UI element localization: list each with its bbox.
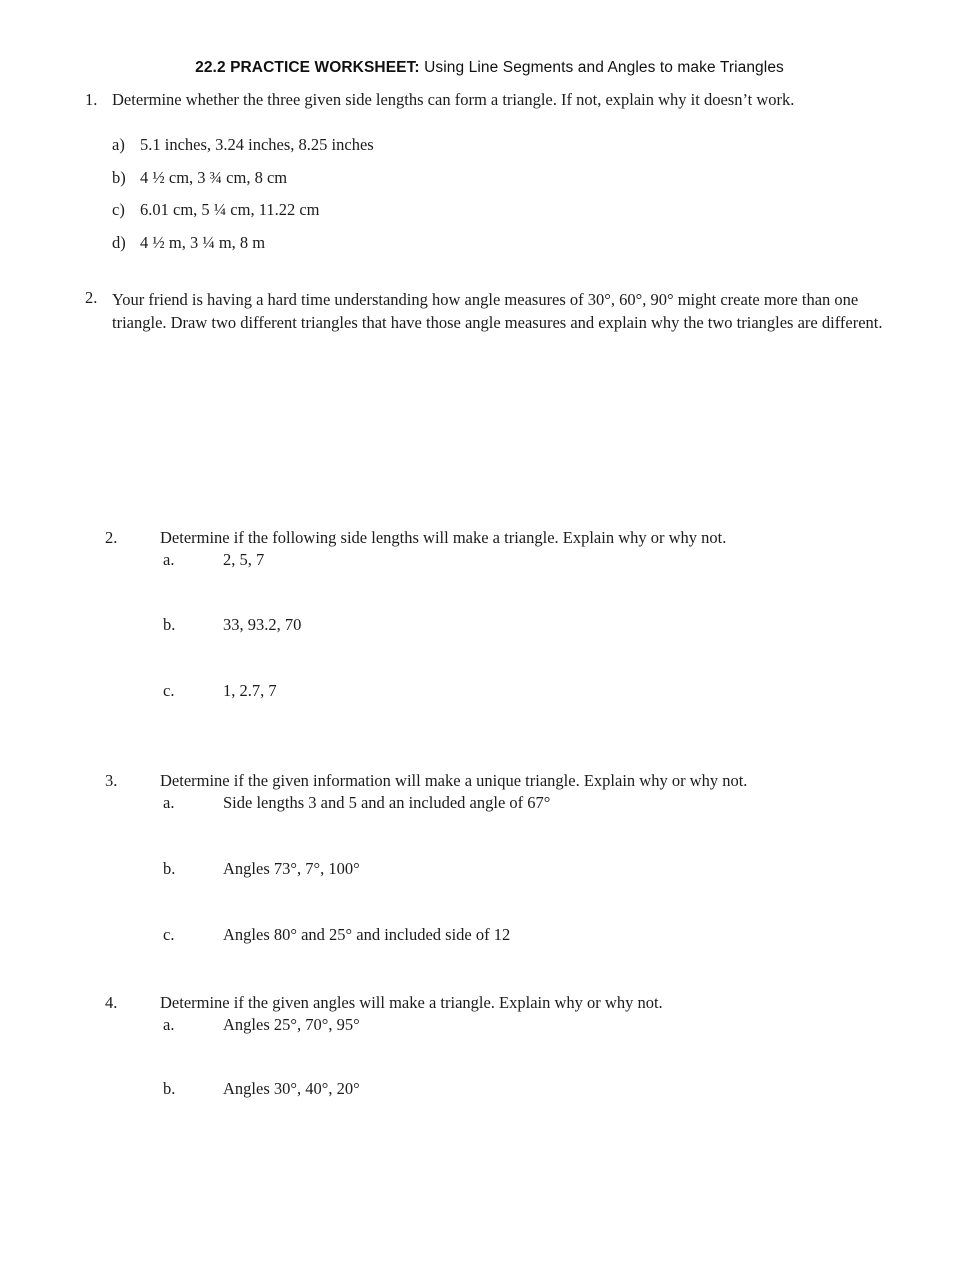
item-label: c) (112, 200, 125, 219)
item-text: 5.1 inches, 3.24 inches, 8.25 inches (140, 135, 374, 154)
item-label: b) (112, 168, 126, 187)
question-2-number: 2. (85, 288, 98, 307)
item-label: c. (163, 681, 175, 700)
question-1-item-b (112, 168, 287, 188)
item-label: a. (163, 793, 175, 812)
section-3-number: 3. (105, 771, 118, 790)
worksheet-title (0, 59, 979, 77)
item-text: Angles 80° and 25° and included side of 12 (223, 925, 511, 944)
item-text: Angles 73°, 7°, 100° (223, 859, 360, 878)
section-4-number: 4. (105, 993, 118, 1012)
section-3-item-c (163, 925, 510, 945)
section-2-item-b (163, 615, 301, 635)
title-bold-text: 22.2 PRACTICE WORKSHEET: (195, 59, 420, 76)
question-1-number: 1. (85, 90, 98, 109)
section-3-item-a (163, 793, 550, 813)
title-subtitle-text: Using Line Segments and Angles to make Triangles (419, 59, 784, 76)
section-2-heading-text: Determine if the following side lengths will make a triangle. Explain why or why not. (160, 528, 727, 547)
item-label: d) (112, 233, 126, 252)
question-1-text: Determine whether the three given side lengths can form a triangle. If not, explain why it doesn’t work. (112, 90, 795, 109)
item-label: a. (163, 550, 175, 569)
question-2-text: Your friend is having a hard time understanding how angle measures of 30°, 60°, 90° might create more than one triangle. Draw two different triangles that have those angle measures and explain why the two triangles are different. (112, 290, 883, 332)
question-2 (85, 288, 904, 334)
item-text: 1, 2.7, 7 (223, 681, 277, 700)
item-label: a. (163, 1015, 175, 1034)
question-1-item-c (112, 200, 320, 220)
section-3-heading-text: Determine if the given information will make a unique triangle. Explain why or why not. (160, 771, 748, 790)
section-4-item-a (163, 1015, 360, 1035)
section-2-heading (105, 528, 726, 548)
section-2-item-c (163, 681, 277, 701)
question-1-item-d (112, 233, 265, 253)
item-label: b. (163, 859, 176, 878)
item-text: 2, 5, 7 (223, 550, 265, 569)
item-label: b. (163, 615, 176, 634)
item-label: b. (163, 1079, 176, 1098)
question-1-item-a (112, 135, 374, 155)
section-4-heading-text: Determine if the given angles will make a triangle. Explain why or why not. (160, 993, 663, 1012)
section-4-heading (105, 993, 663, 1013)
item-label: a) (112, 135, 125, 154)
item-label: c. (163, 925, 175, 944)
section-4-item-b (163, 1079, 360, 1099)
section-3-item-b (163, 859, 360, 879)
item-text: 33, 93.2, 70 (223, 615, 302, 634)
item-text: 4 ½ m, 3 ¼ m, 8 m (140, 233, 266, 252)
item-text: Angles 30°, 40°, 20° (223, 1079, 360, 1098)
item-text: 4 ½ cm, 3 ¾ cm, 8 cm (140, 168, 288, 187)
item-text: Side lengths 3 and 5 and an included angle of 67° (223, 793, 551, 812)
question-1 (85, 90, 794, 110)
item-text: 6.01 cm, 5 ¼ cm, 11.22 cm (140, 200, 320, 219)
section-3-heading (105, 771, 747, 791)
section-2-number: 2. (105, 528, 118, 547)
item-text: Angles 25°, 70°, 95° (223, 1015, 360, 1034)
section-2-item-a (163, 550, 264, 570)
